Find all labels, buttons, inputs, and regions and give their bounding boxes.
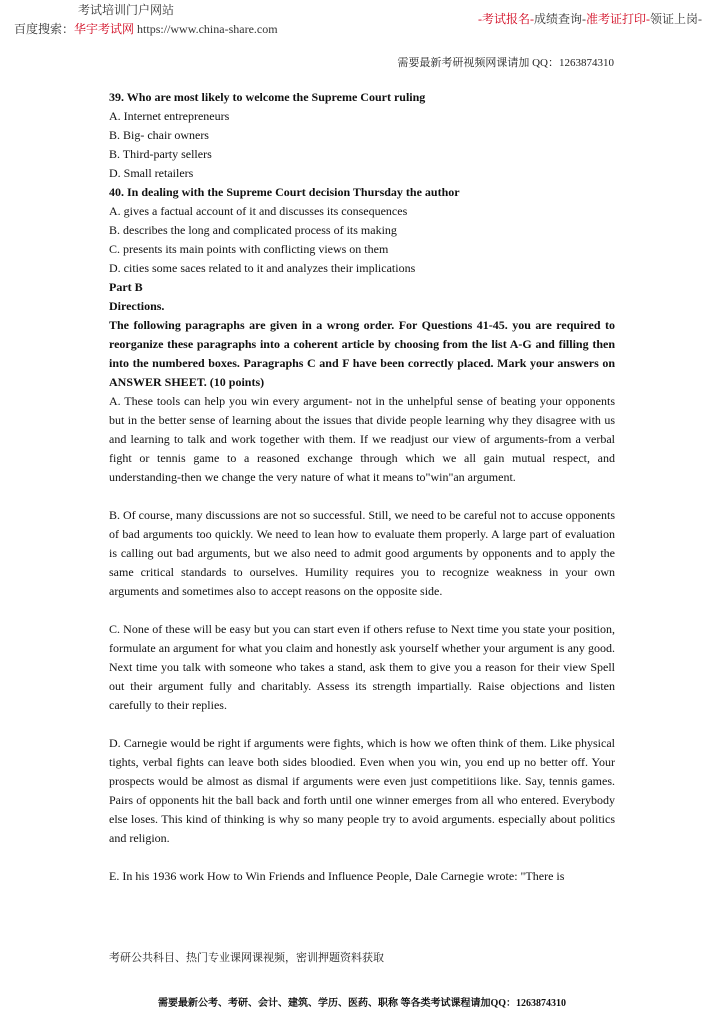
site-name: 考试培训门户网站 bbox=[78, 3, 175, 17]
paragraph-gap bbox=[109, 487, 615, 506]
q40-option: C. presents its main points with conflicting views on them bbox=[109, 242, 389, 256]
search-line bbox=[14, 20, 278, 37]
q39-option: D. Small retailers bbox=[109, 166, 194, 180]
paragraph-e: E. In his 1936 work How to Win Friends and Influence People, Dale Carnegie wrote: "There is bbox=[109, 869, 565, 883]
search-label: 百度搜索： bbox=[14, 22, 75, 36]
document-body bbox=[109, 88, 615, 886]
q39-option: B. Big- chair owners bbox=[109, 128, 209, 142]
paragraph-c: C. None of these will be easy but you can start even if others refuse to Next time you state your position, formulate an argument for what you claim and honestly ask yourself whether your argument is any good. Next time you talk with someone who takes a stand, ask them to give you a reason for their view Spell out their argument fully and charitably. Assess its strength impartially. Raise objections and listen carefully to their replies. bbox=[109, 622, 615, 712]
paragraph-gap bbox=[109, 848, 615, 867]
q39-option: A. Internet entrepreneurs bbox=[109, 109, 230, 123]
part-b-directions: Directions. bbox=[109, 299, 165, 313]
q40-stem: 40. In dealing with the Supreme Court decision Thursday the author bbox=[109, 185, 460, 199]
paragraph-d: D. Carnegie would be right if arguments were fights, which is how we often think of them. Like physical tights, verbal fights can leave both sides bloodied. Even when you win, you end up no better off. Your prospects would be almost as dismal if arguments were even just competitiions like. Say, tennis games. Pairs of opponents hit the ball back and forth until one winner emerges from all who entered. Everybody else loses. This kind of thinking is why so many people try to avoid arguments. especially about politics and religion. bbox=[109, 736, 615, 845]
part-b-instructions: The following paragraphs are given in a wrong order. For Questions 41-45. you are required to reorganize these paragraphs into a coherent article by choosing from the list A-G and filling then into the numbered boxes. Paragraphs C and F have been correctly placed. Mark your answers on ANSWER SHEET. (10 points) bbox=[109, 318, 615, 389]
nav-exam-registration[interactable]: 考试报名 bbox=[481, 12, 530, 26]
brand-link[interactable]: 华宇考试网 bbox=[74, 22, 135, 36]
q39-stem: 39. Who are most likely to welcome the Supreme Court ruling bbox=[109, 90, 426, 104]
footer-promo: 考研公共科目、热门专业课网课视频，密训押题资料获取 bbox=[109, 952, 384, 964]
header-nav: -考试报名-成绩查询-准考证打印-领证上岗- bbox=[477, 12, 702, 26]
footer-qq: 需要最新公考、考研、会计、建筑、学历、医药、职称 等各类考试课程请加QQ：1263874310 bbox=[157, 998, 567, 1009]
qq-notice: 需要最新考研视频网课请加 QQ：1263874310 bbox=[397, 57, 614, 69]
paragraph-b: B. Of course, many discussions are not so successful. Still, we need to be careful not to accuse opponents of bad arguments too quickly. We need to lean how to evaluate them properly. A large part of evaluation is calling out bad arguments, but we also need to admit good arguments by opponents and to apply the same critical standards to ourselves. Humility requires you to recognize weakness in your own arguments and sometimes also to accept reasons on the opposite side. bbox=[109, 508, 615, 598]
nav-certificate[interactable]: 领证上岗 bbox=[649, 12, 698, 26]
q39-option: B. Third-party sellers bbox=[109, 147, 212, 161]
paragraph-a: A. These tools can help you win every argument- not in the unhelpful sense of beating your opponents but in the better sense of learning about the issues that divide people learning why they disagree with us and learning to talk and work together with them. If we readjust our view of arguments-from a verbal fight or tennis game to a reasoned exchange through which we all gain mutual respect, and understanding-then we change the very nature of what it means to"win"an argument. bbox=[109, 394, 615, 484]
q40-option: D. cities some saces related to it and analyzes their implications bbox=[109, 261, 416, 275]
nav-admission-ticket[interactable]: 准考证打印 bbox=[585, 12, 646, 26]
paragraph-gap bbox=[109, 601, 615, 620]
q40-option: B. describes the long and complicated process of its making bbox=[109, 223, 397, 237]
q40-option: A. gives a factual account of it and discusses its consequences bbox=[109, 204, 408, 218]
site-url[interactable]: https://www.china-share.com bbox=[137, 22, 278, 36]
part-b-title: Part B bbox=[109, 280, 143, 294]
paragraph-gap bbox=[109, 715, 615, 734]
nav-score-query[interactable]: 成绩查询 bbox=[533, 12, 582, 26]
